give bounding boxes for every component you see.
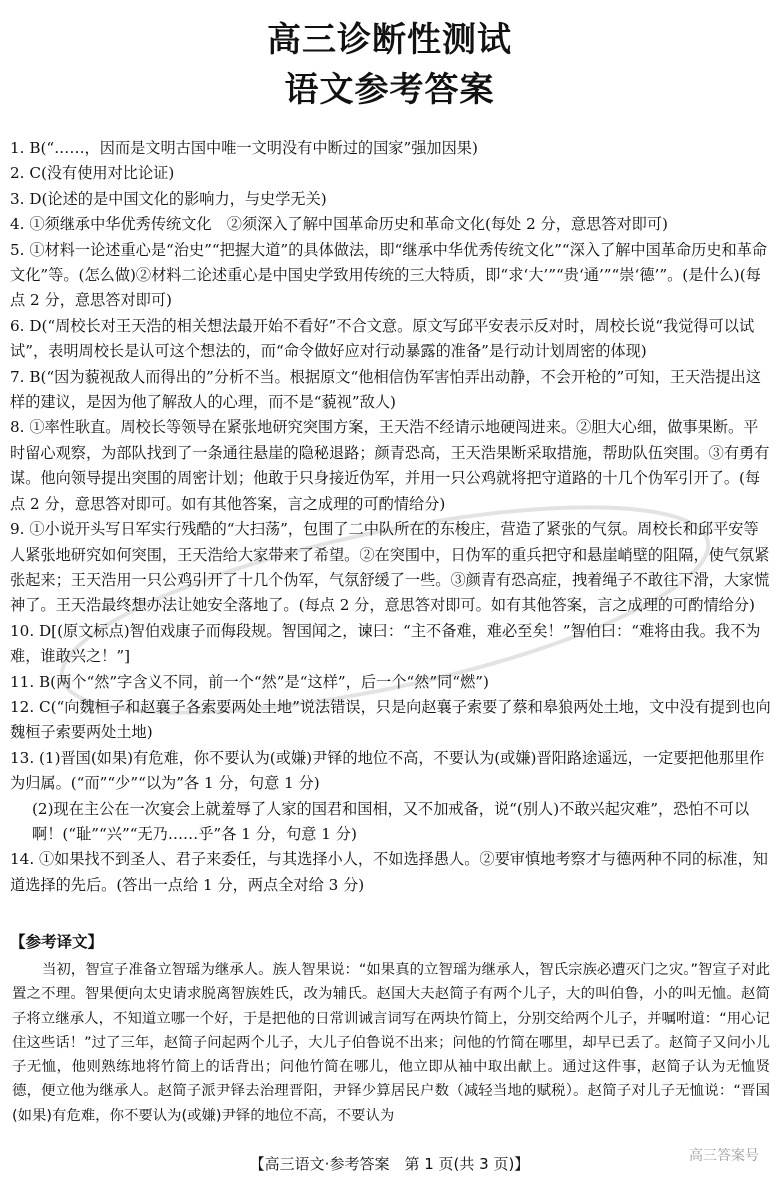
- answer-item: 10. D[(原文标点)智伯戏康子而侮段规。智国闻之，谏曰：“主不备难，难必至矣！”智伯曰：“难将由我。我不为难，谁敢兴之！”]: [10, 621, 761, 666]
- reference-translation: 当初，智宣子准备立智瑶为继承人。族人智果说：“如果真的立智瑶为继承人，智氏宗族必遭灭门之灾。”智宣子对此置之不理。智果便向太史请求脱离智族姓氏，改为辅氏。赵国大夫赵简子有两个儿子，大的叫伯鲁，小的叫无恤。赵简子将立继承人，不知道立哪一个好，于是把他的日常训诫言词写在两块竹简上，分别交给两个儿子，并嘱咐道：“用心记住这些话！”过了三年，赵简子问起两个儿子，大儿子伯鲁说不出来；问他的竹简在哪里，却早已丢了。赵简子又问小儿子无恤，他则熟练地将竹简上的话背出；问他竹简在哪儿，他立即从袖中取出献上。通过这件事，赵简子认为无恤贤德，便立他为继承人。赵简子派尹铎去治理晋阳，尹铎少算居民户数（减轻当地的赋税）。赵简子对儿子无恤说：“晋国(如果)有危难，你不要认为(或嫌)尹铎的地位不高，不要认为: [12, 962, 770, 1124]
- answer-item: 13. (1)晋国(如果)有危难，你不要认为(或嫌)尹铎的地位不高，不要认为(或嫌)晋阳路途遥远，一定要把他那里作为归属。(“而”“少”“以为”各 1 分，句意 1 分) (2)现在主公在一次宴会上就羞辱了人家的国君和国相，又不加戒备，说“(别人)不敢兴起灾难”，恐怕不可以啊！(“耻”“兴”“无乃……乎”各 1 分，句意 1 分): [10, 746, 772, 848]
- answer-item: 11. B(两个“然”字含义不同，前一个“然”是“这样”，后一个“然”同“燃”): [10, 672, 489, 691]
- answer-item: 4. ①须继承中华优秀传统文化 ②须深入了解中国革命历史和革命文化(每处 2 分，意思答对即可): [10, 215, 668, 234]
- answer-item: 1. B(“……，因而是文明古国中唯一文明没有中断过的国家”强加因果): [10, 139, 478, 157]
- answer-item: 9. ①小说开头写日军实行残酷的“大扫荡”，包围了二中队所在的东梭庄，营造了紧张的气氛。周校长和邱平安等人紧张地研究如何突围，王天浩给大家带来了希望。②在突围中，日伪军的重兵把守和悬崖峭壁的阻隔，使气氛紧张起来；王天浩用一只公鸡引开了十几个伪军，气氛舒缓了一些。③颜青有恐高症，拽着绳子不敢往下滑，大家慌神了。王天浩最终想办法让她安全落地了。(每点 2 分，意思答对即可。如有其他答案，言之成理的可酌情给分): [10, 520, 770, 615]
- answer-item: 5. ①材料一论述重心是“治史”“把握大道”的具体做法，即“继承中华优秀传统文化”“深入了解中国革命历史和革命文化”等。(怎么做)②材料二论述重心是中国史学致用传统的三大特质，即“求‘大’”“贵‘通’”“崇‘德’”。(是什么)(每点 2 分，意思答对即可): [10, 240, 768, 310]
- page-subtitle: 语文参考答案: [284, 70, 495, 110]
- reference-heading: 【参考译文】: [10, 933, 104, 951]
- watermark-text: 高三答案号: [689, 1148, 759, 1164]
- answer-item: 8. ①率性耿直。周校长等领导在紧张地研究突围方案，王天浩不经请示地硬闯进来。②胆大心细，做事果断。平时留心观察，为部队找到了一条通往悬崖的隐秘退路；颜青恐高，王天浩果断采取措施，帮助队伍突围。③有勇有谋。他向领导提出突围的周密计划；他敢于只身接近伪军，并用一只公鸡就将把守道路的十几个伪军引开了。(每点 2 分，意思答对即可。如有其他答案，言之成理的可酌情给分): [10, 418, 770, 513]
- answer-item: 7. B(“因为藐视敌人而得出的”分析不当。根据原文“他相信伪军害怕弄出动静，不会开枪的”可知，王天浩提出这样的建议，是因为他了解敌人的心理，而不是“藐视”敌人): [10, 367, 761, 412]
- answer-item: 3. D(论述的是中国文化的影响力，与史学无关): [10, 189, 327, 208]
- answer-list: [10, 136, 772, 898]
- answer-item: 14. ①如果找不到圣人、君子来委任，与其选择小人，不如选择愚人。②要审慎地考察才与德两种不同的标准，知道选择的先后。(答出一点给 1 分，两点全对给 3 分): [10, 850, 768, 894]
- answer-item: 6. D(“周校长对王天浩的相关想法最开始不看好”不合文意。原文写邱平安表示反对时，周校长说“我觉得可以试试”，表明周校长是认可这个想法的，而“命令做好应对行动暴露的准备”是行动计划周密的体现): [10, 316, 755, 361]
- answer-item: 12. C(“向魏桓子和赵襄子各索要两处土地”说法错误，只是向赵襄子索要了蔡和皋狼两处土地，文中没有提到也向魏桓子索要两处土地): [10, 697, 771, 742]
- page-footer: 【高三语文·参考答案 第 1 页(共 3 页)】: [249, 1155, 530, 1173]
- page-title: 高三诊断性测试: [267, 20, 512, 60]
- answer-subitem: (2)现在主公在一次宴会上就羞辱了人家的国君和国相，又不加戒备，说“(别人)不敢兴起灾难”，恐怕不可以啊！(“耻”“兴”“无乃……乎”各 1 分，句意 1 分): [32, 799, 750, 843]
- answer-item: 2. C(没有使用对比论证): [10, 164, 175, 183]
